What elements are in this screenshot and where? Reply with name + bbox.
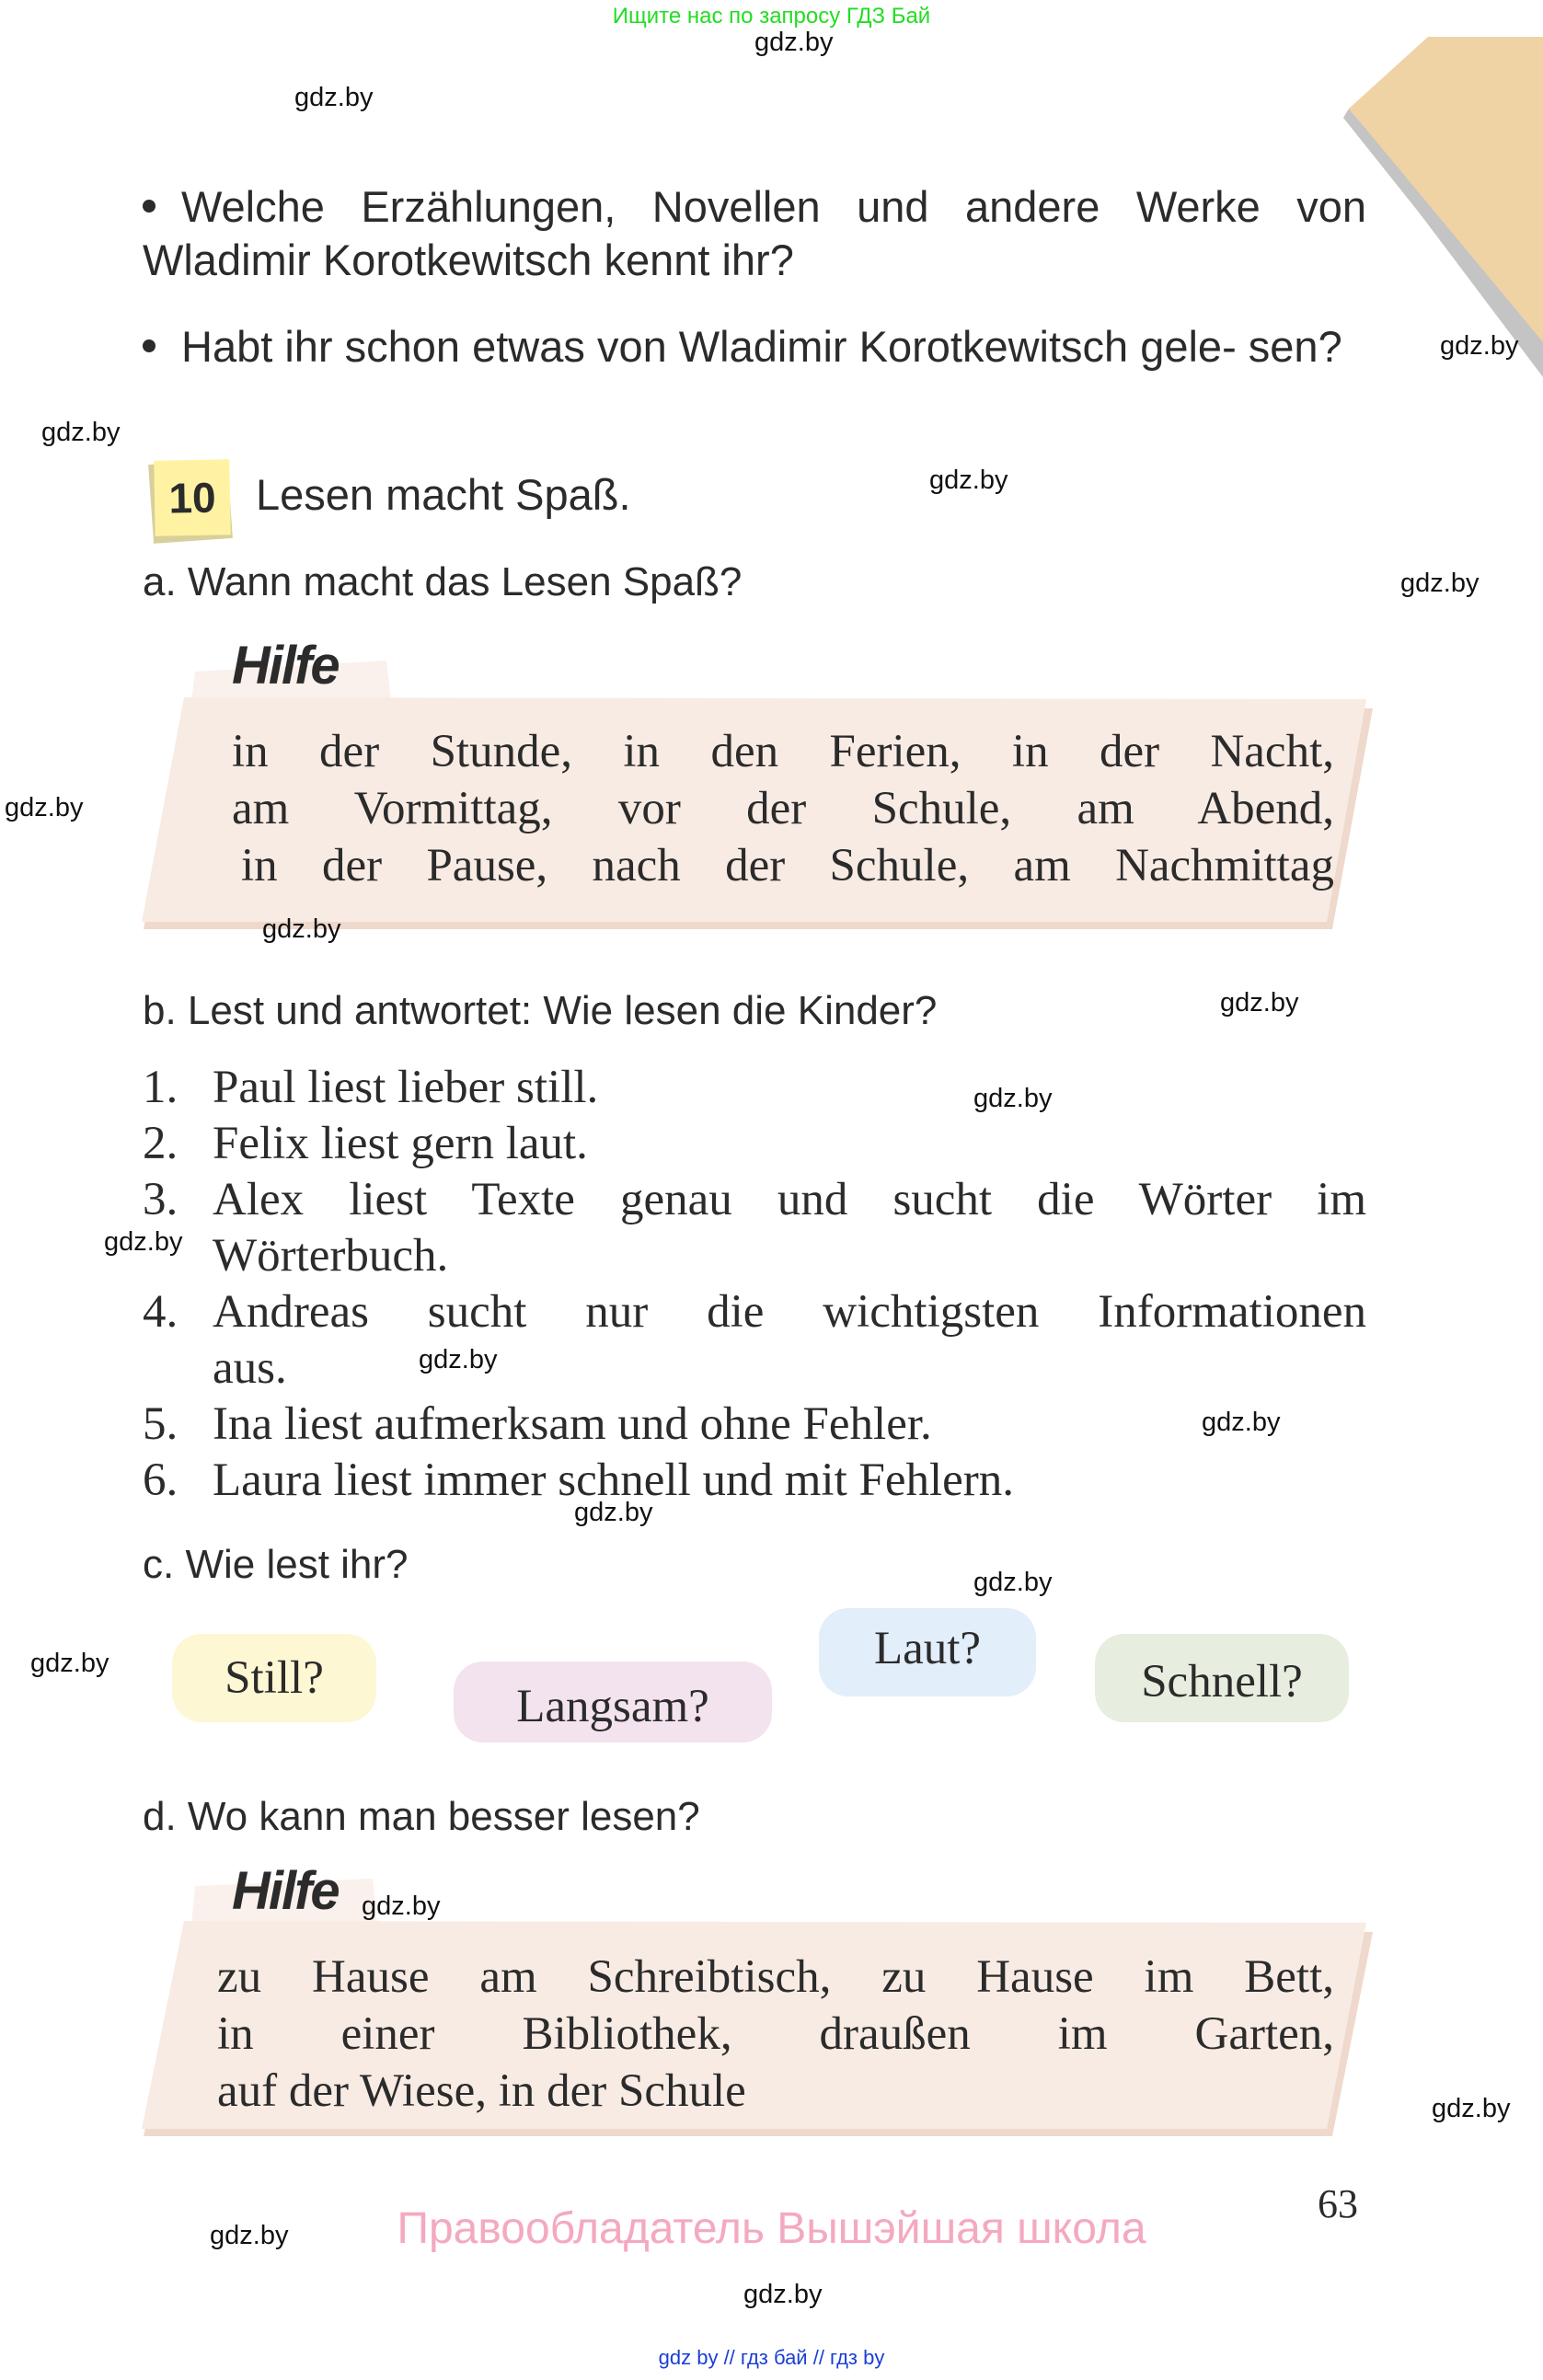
page-number: 63 bbox=[1318, 2181, 1358, 2226]
bullet-icon bbox=[143, 339, 155, 352]
part-d-heading: d. Wo kann man besser lesen? bbox=[143, 1794, 700, 1839]
discussion-question-1: Welche Erzählungen, Novellen und andere Werke von Wladimir Korotkewitsch kennt ihr? bbox=[143, 182, 1366, 284]
watermark-text: gdz.by bbox=[1202, 1408, 1281, 1437]
reading-list bbox=[143, 1060, 1366, 1509]
hilfe-text-d: zu Hause am Schreibtisch, zu Hause im Bett, in einer Bibliothek, draußen im Garten, auf der Wiese, in der Schule bbox=[217, 1951, 1334, 2117]
hilfe-label: Hilfe bbox=[232, 1861, 339, 1921]
list-item: 2. Felix liest gern laut. bbox=[143, 1118, 588, 1169]
discussion-question-2: Habt ihr schon etwas von Wladimir Korotkewitsch gele- sen? bbox=[143, 320, 1366, 374]
footer-links[interactable]: gdz by // гдз бай // гдз by bbox=[658, 2346, 885, 2369]
watermark-text: gdz.by bbox=[929, 466, 1008, 495]
option-langsam: Langsam? bbox=[454, 1661, 772, 1742]
watermark-text: gdz.by bbox=[1432, 2094, 1511, 2123]
hilfe-box-a bbox=[138, 635, 1380, 929]
option-laut: Laut? bbox=[819, 1608, 1036, 1696]
part-c-heading: c. Wie lest ihr? bbox=[143, 1542, 409, 1587]
hilfe-label: Hilfe bbox=[232, 636, 339, 696]
watermark-text: gdz.by bbox=[574, 1498, 653, 1527]
watermark-text: gdz.by bbox=[1220, 988, 1299, 1018]
hilfe-box-d bbox=[138, 1861, 1380, 2144]
watermark-text: gdz.by bbox=[754, 28, 834, 57]
watermark-text: gdz.by bbox=[5, 793, 84, 822]
watermark-text: gdz.by bbox=[262, 914, 341, 944]
watermark-text: gdz.by bbox=[973, 1568, 1053, 1597]
list-item: 3. Alex liest Texte genau und sucht die Wörter im Wörterbuch. bbox=[143, 1174, 1366, 1282]
list-item: 5. Ina liest aufmerksam und ohne Fehler. bbox=[143, 1398, 932, 1450]
watermark-text: gdz.by bbox=[294, 83, 374, 112]
watermark-text: gdz.by bbox=[41, 418, 121, 447]
watermark-text: gdz.by bbox=[30, 1649, 109, 1678]
task-number-badge bbox=[147, 456, 234, 539]
list-item: 4. Andreas sucht nur die wichtigsten Informationen aus. bbox=[143, 1286, 1366, 1394]
watermark-text: gdz.by bbox=[362, 1891, 441, 1921]
part-a-heading: a. Wann macht das Lesen Spaß? bbox=[143, 559, 743, 604]
watermark-text: gdz.by bbox=[743, 2280, 823, 2309]
watermark-text: gdz.by bbox=[1440, 331, 1519, 361]
search-hint-banner: Ищите нас по запросу ГДЗ Бай bbox=[612, 4, 931, 29]
part-b-heading: b. Lest und antwortet: Wie lesen die Kinder? bbox=[143, 988, 938, 1033]
option-schnell: Schnell? bbox=[1095, 1634, 1349, 1722]
copyright-notice: Правообладатель Вышэйшая школа bbox=[397, 2204, 1146, 2253]
watermark-text: gdz.by bbox=[104, 1227, 183, 1257]
bullet-icon bbox=[143, 200, 155, 213]
watermark-text: gdz.by bbox=[973, 1084, 1053, 1113]
list-item: 1. Paul liest lieber still. bbox=[143, 1062, 599, 1113]
watermark-text: gdz.by bbox=[419, 1345, 498, 1374]
watermark-text: gdz.by bbox=[1400, 569, 1480, 598]
task-title: Lesen macht Spaß. bbox=[256, 470, 631, 519]
hilfe-text-a: in der Stunde, in den Ferien, in der Nacht, am Vormittag, vor der Schule, am Abend, in der Pause, nach der Schule, am Nachmittag bbox=[232, 726, 1334, 891]
list-item: 6. Laura liest immer schnell und mit Fehlern. bbox=[143, 1454, 1015, 1506]
task-number: 10 bbox=[154, 459, 230, 535]
watermark-text: gdz.by bbox=[210, 2221, 289, 2250]
option-still: Still? bbox=[172, 1634, 376, 1722]
